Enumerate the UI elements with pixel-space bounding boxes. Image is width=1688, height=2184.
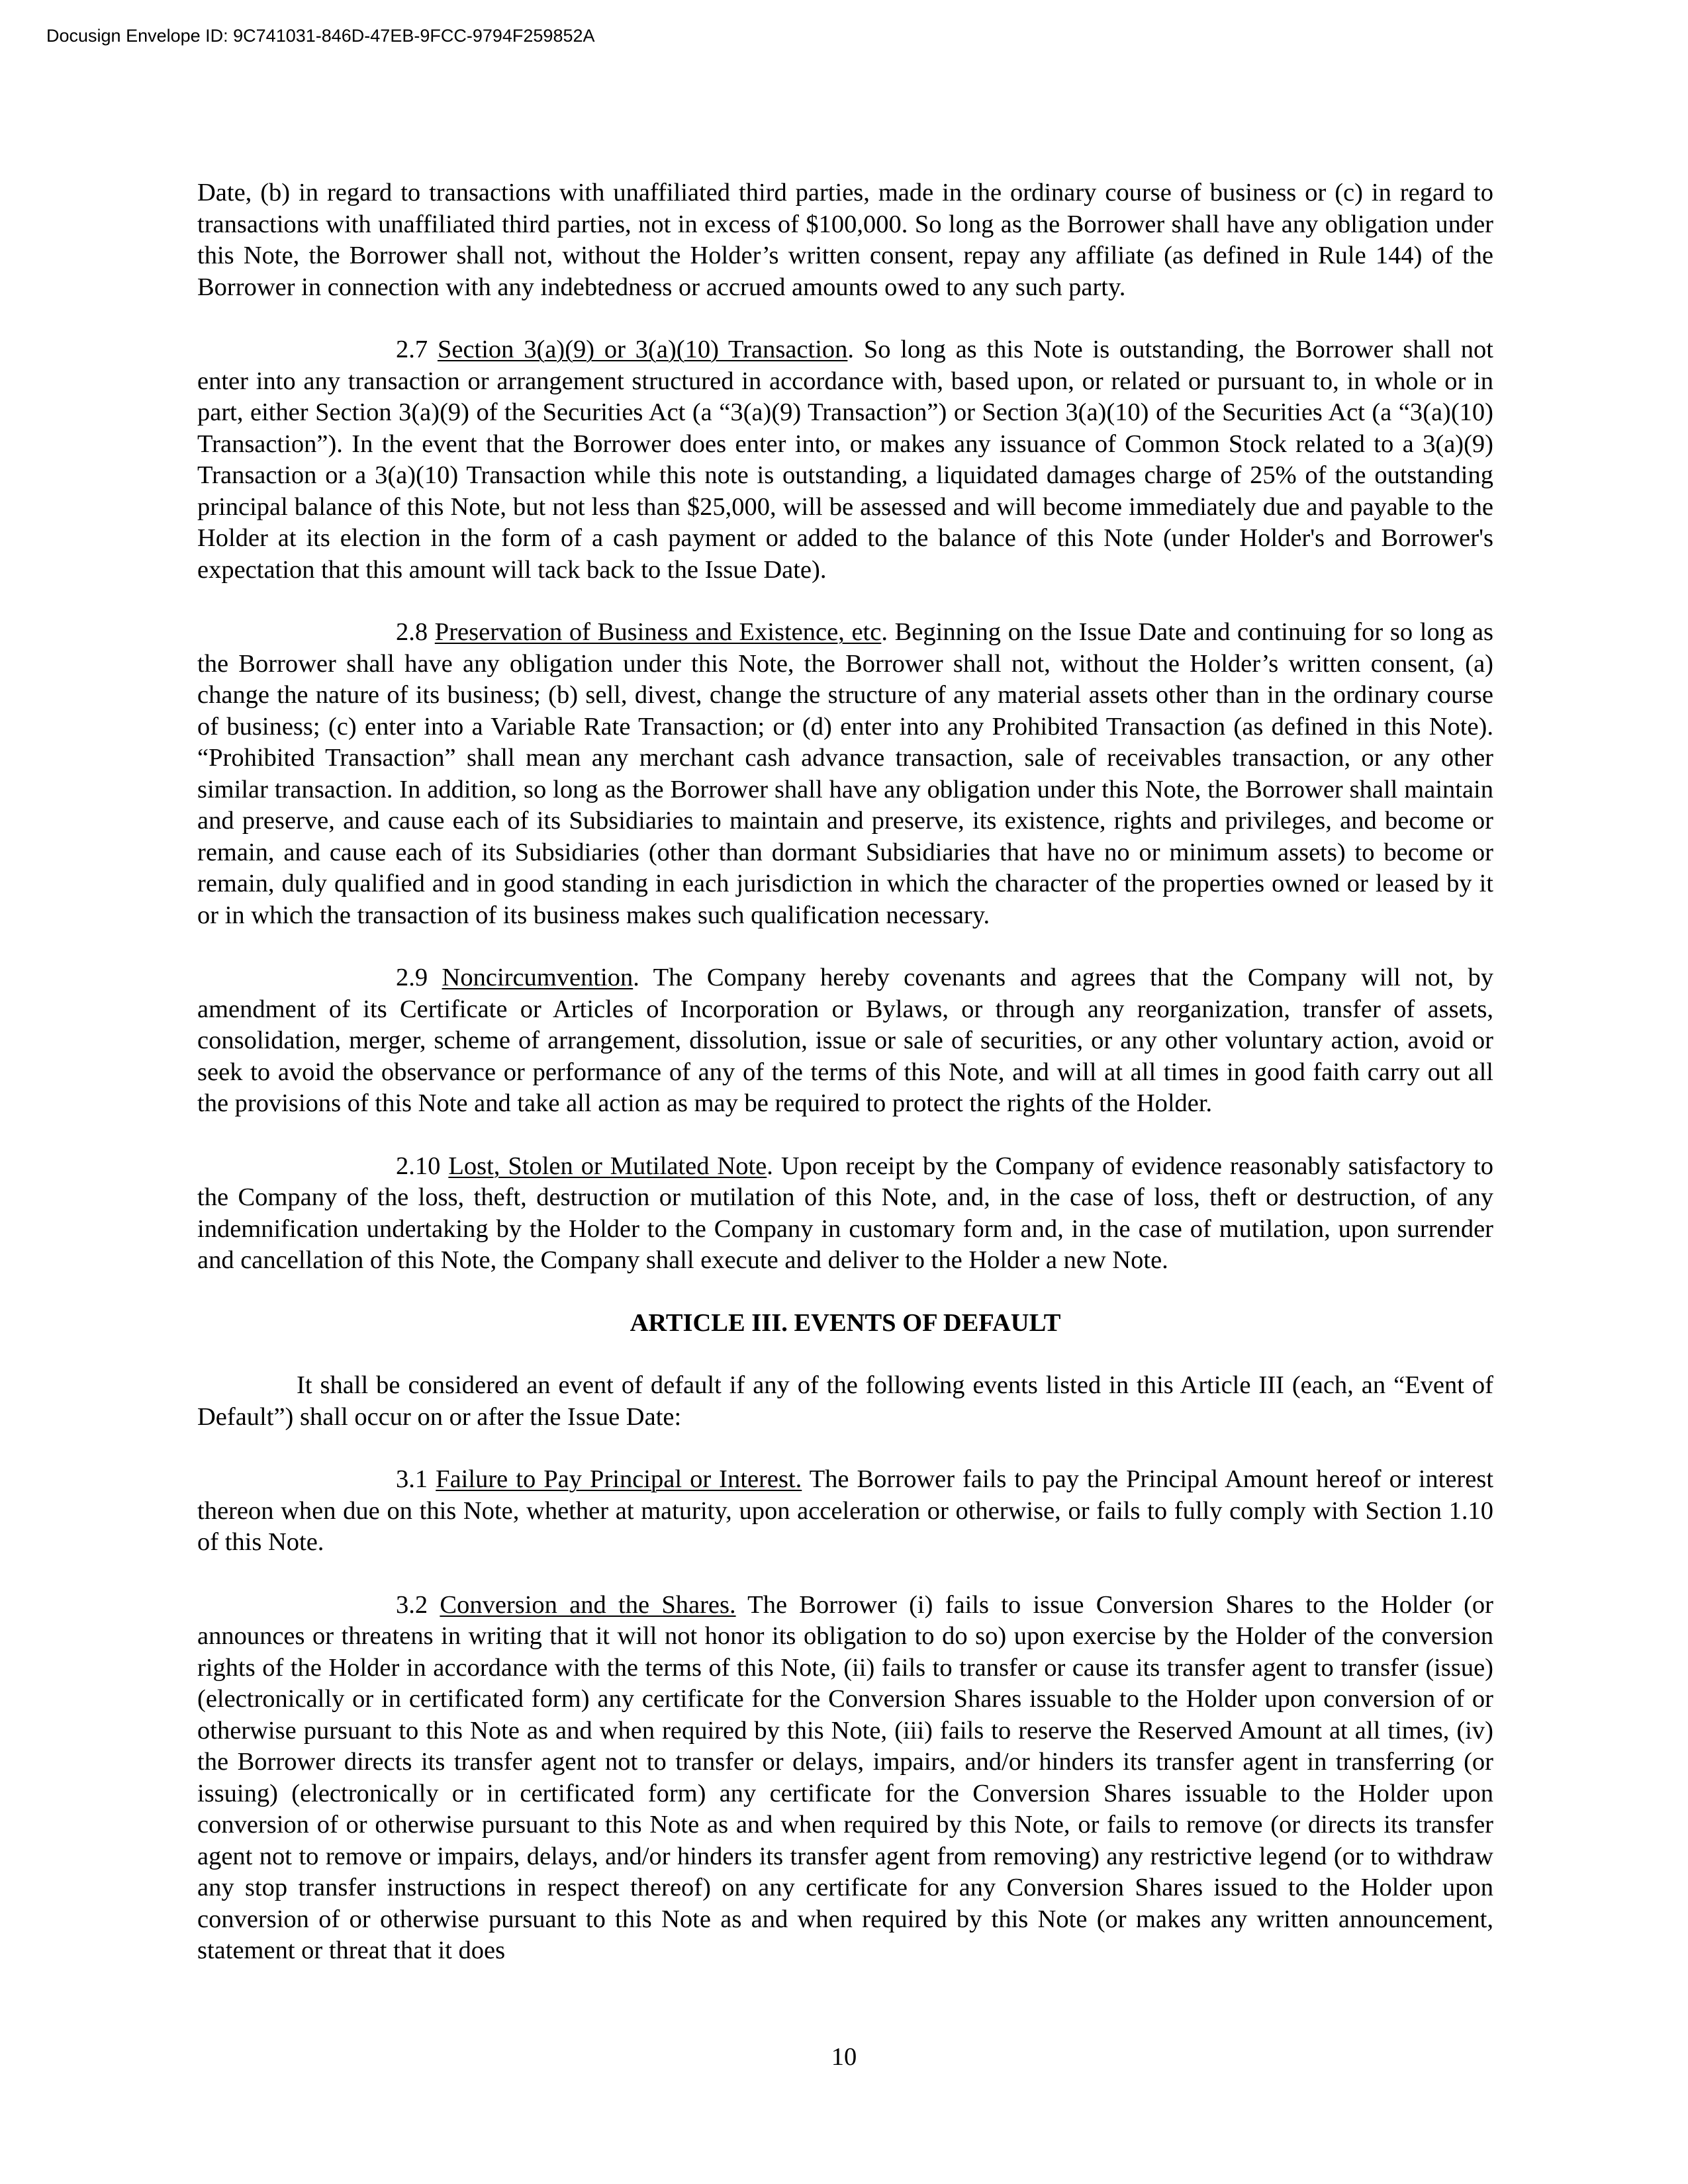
section-text: . So long as this Note is outstanding, the Borrower shall not enter into any transaction or arrangement structured in accordance with, based upon, or related or pursuant to, in whole or in part, either Section 3(a)(9) of the Securities Act (a “3(a)(9) Transaction”) or Section 3(a)(10) of the Securities Act (a “3(a)(10) Transaction”). In the event that the Borrower does enter into, or makes any issuance of Common Stock related to a 3(a)(9) Transaction or a 3(a)(10) Transaction while this note is outstanding, a liquidated damages charge of 25% of the outstanding principal balance of this Note, but not less than $25,000, will be assessed and will become immediately due and payable to the Holder at its election in the form of a cash payment or added to the balance of this Note (under Holder's and Borrower's expectation that this amount will tack back to the Issue Date). [197,336,1494,584]
article-intro-text: It shall be considered an event of default if any of the following events listed in this Article III (each, an “Event of Default”) shall occur on or after the Issue Date: [197,1371,1493,1431]
section-2-7 [197,334,1493,586]
section-text: . Upon receipt by the Company of evidence reasonably satisfactory to the Company of the loss, theft, destruction or mutilation of this Note, and, in the case of loss, theft or destruction, of any indemnification undertaking by the Holder to the Company in customary form and, in the case of mutilation, upon surrender and cancellation of this Note, the Company shall execute and deliver to the Holder a new Note. [197,1152,1494,1274]
section-2-8 [197,617,1493,931]
section-number: 3.1 [396,1465,428,1493]
section-text: . The Company hereby covenants and agrees that the Company will not, by amendment of its Certificate or Articles of Incorporation or Bylaws, or through any reorganization, transfer of assets, consolidation, merger, scheme of arrangement, dissolution, issue or sale of securities, or any other voluntary action, avoid or seek to avoid the observance or performance of any of the terms of this Note, and will at all times in good faith carry out all the provisions of this Note and take all action as may be required to protect the rights of the Holder. [197,964,1494,1117]
section-number: 2.8 [396,618,428,646]
section-3-2 [197,1590,1493,1967]
envelope-id-header: Docusign Envelope ID: 9C741031-846D-47EB-9FCC-9794F259852A [46,26,595,46]
section-number: 3.2 [396,1590,428,1619]
section-2-9 [197,962,1493,1120]
section-title: Lost, Stolen or Mutilated Note [448,1152,767,1180]
article-intro [197,1370,1493,1433]
section-3-1 [197,1464,1493,1559]
section-title: Noncircumvention [442,964,633,991]
document-body [197,177,1493,1967]
section-number: 2.7 [396,336,428,363]
section-title: Section 3(a)(9) or 3(a)(10) Transaction [437,336,848,363]
section-text: The Borrower (i) fails to issue Conversion Shares to the Holder (or announces or threatens in writing that it will not honor its obligation to do so) upon exercise by the Holder of the conversion rights of the Holder in accordance with the terms of this Note, (ii) fails to transfer or cause its transfer agent to transfer (issue) (electronically or in certificated form) any certificate for the Conversion Shares issuable to the Holder upon conversion of or otherwise pursuant to this Note as and when required by this Note, (iii) fails to reserve the Reserved Amount at all times, (iv) the Borrower directs its transfer agent not to transfer or delays, impairs, and/or hinders its transfer agent in transferring (or issuing) (electronically or in certificated form) any certificate for the Conversion Shares issuable to the Holder upon conversion of or otherwise pursuant to this Note as and when required by this Note, or fails to remove (or directs its transfer agent not to remove or impairs, delays, and/or hinders its transfer agent from removing) any restrictive legend (or to withdraw any stop transfer instructions in respect thereof) on any certificate for any Conversion Shares issued to the Holder upon conversion of or otherwise pursuant to this Note as and when required by this Note (or makes any written announcement, statement or threat that it does [197,1590,1493,1964]
page-number: 10 [831,2043,857,2071]
section-title: Preservation of Business and Existence, etc [434,618,882,646]
article-heading: ARTICLE III. EVENTS OF DEFAULT [630,1308,1061,1337]
section-text: . Beginning on the Issue Date and continuing for so long as the Borrower shall have any obligation under this Note, the Borrower shall not, without the Holder’s written consent, (a) change the nature of its business; (b) sell, divest, change the structure of any material assets other than in the ordinary course of business; (c) enter into a Variable Rate Transaction; or (d) enter into any Prohibited Transaction (as defined in this Note). “Prohibited Transaction” shall mean any merchant cash advance transaction, sale of receivables transaction, or any other similar transaction. In addition, so long as the Borrower shall have any obligation under this Note, the Borrower shall maintain and preserve, and cause each of its Subsidiaries to maintain and preserve, its existence, rights and privileges, and become or remain, and cause each of its Subsidiaries (other than dormant Subsidiaries that have no or minimum assets) to become or remain, duly qualified and in good standing in each jurisdiction in which the character of the properties owned or leased by it or in which the transaction of its business makes such qualification necessary. [197,618,1493,929]
section-2-10 [197,1151,1493,1277]
section-title: Conversion and the Shares. [440,1590,736,1619]
section-title: Failure to Pay Principal or Interest. [436,1465,802,1493]
section-number: 2.10 [396,1152,441,1180]
section-text: The Borrower fails to pay the Principal Amount hereof or interest thereon when due on this Note, whether at maturity, upon acceleration or otherwise, or fails to fully comply with Section 1.10 of this Note. [197,1465,1494,1556]
section-number: 2.9 [396,964,428,991]
intro-paragraph: Date, (b) in regard to transactions with unaffiliated third parties, made in the ordinary course of business or (c) in regard to transactions with unaffiliated third parties, not in excess of $100,000. So long as the Borrower shall have any obligation under this Note, the Borrower shall not, without the Holder’s written consent, repay any affiliate (as defined in Rule 144) of the Borrower in connection with any indebtedness or accrued amounts owed to any such party. [197,179,1493,301]
